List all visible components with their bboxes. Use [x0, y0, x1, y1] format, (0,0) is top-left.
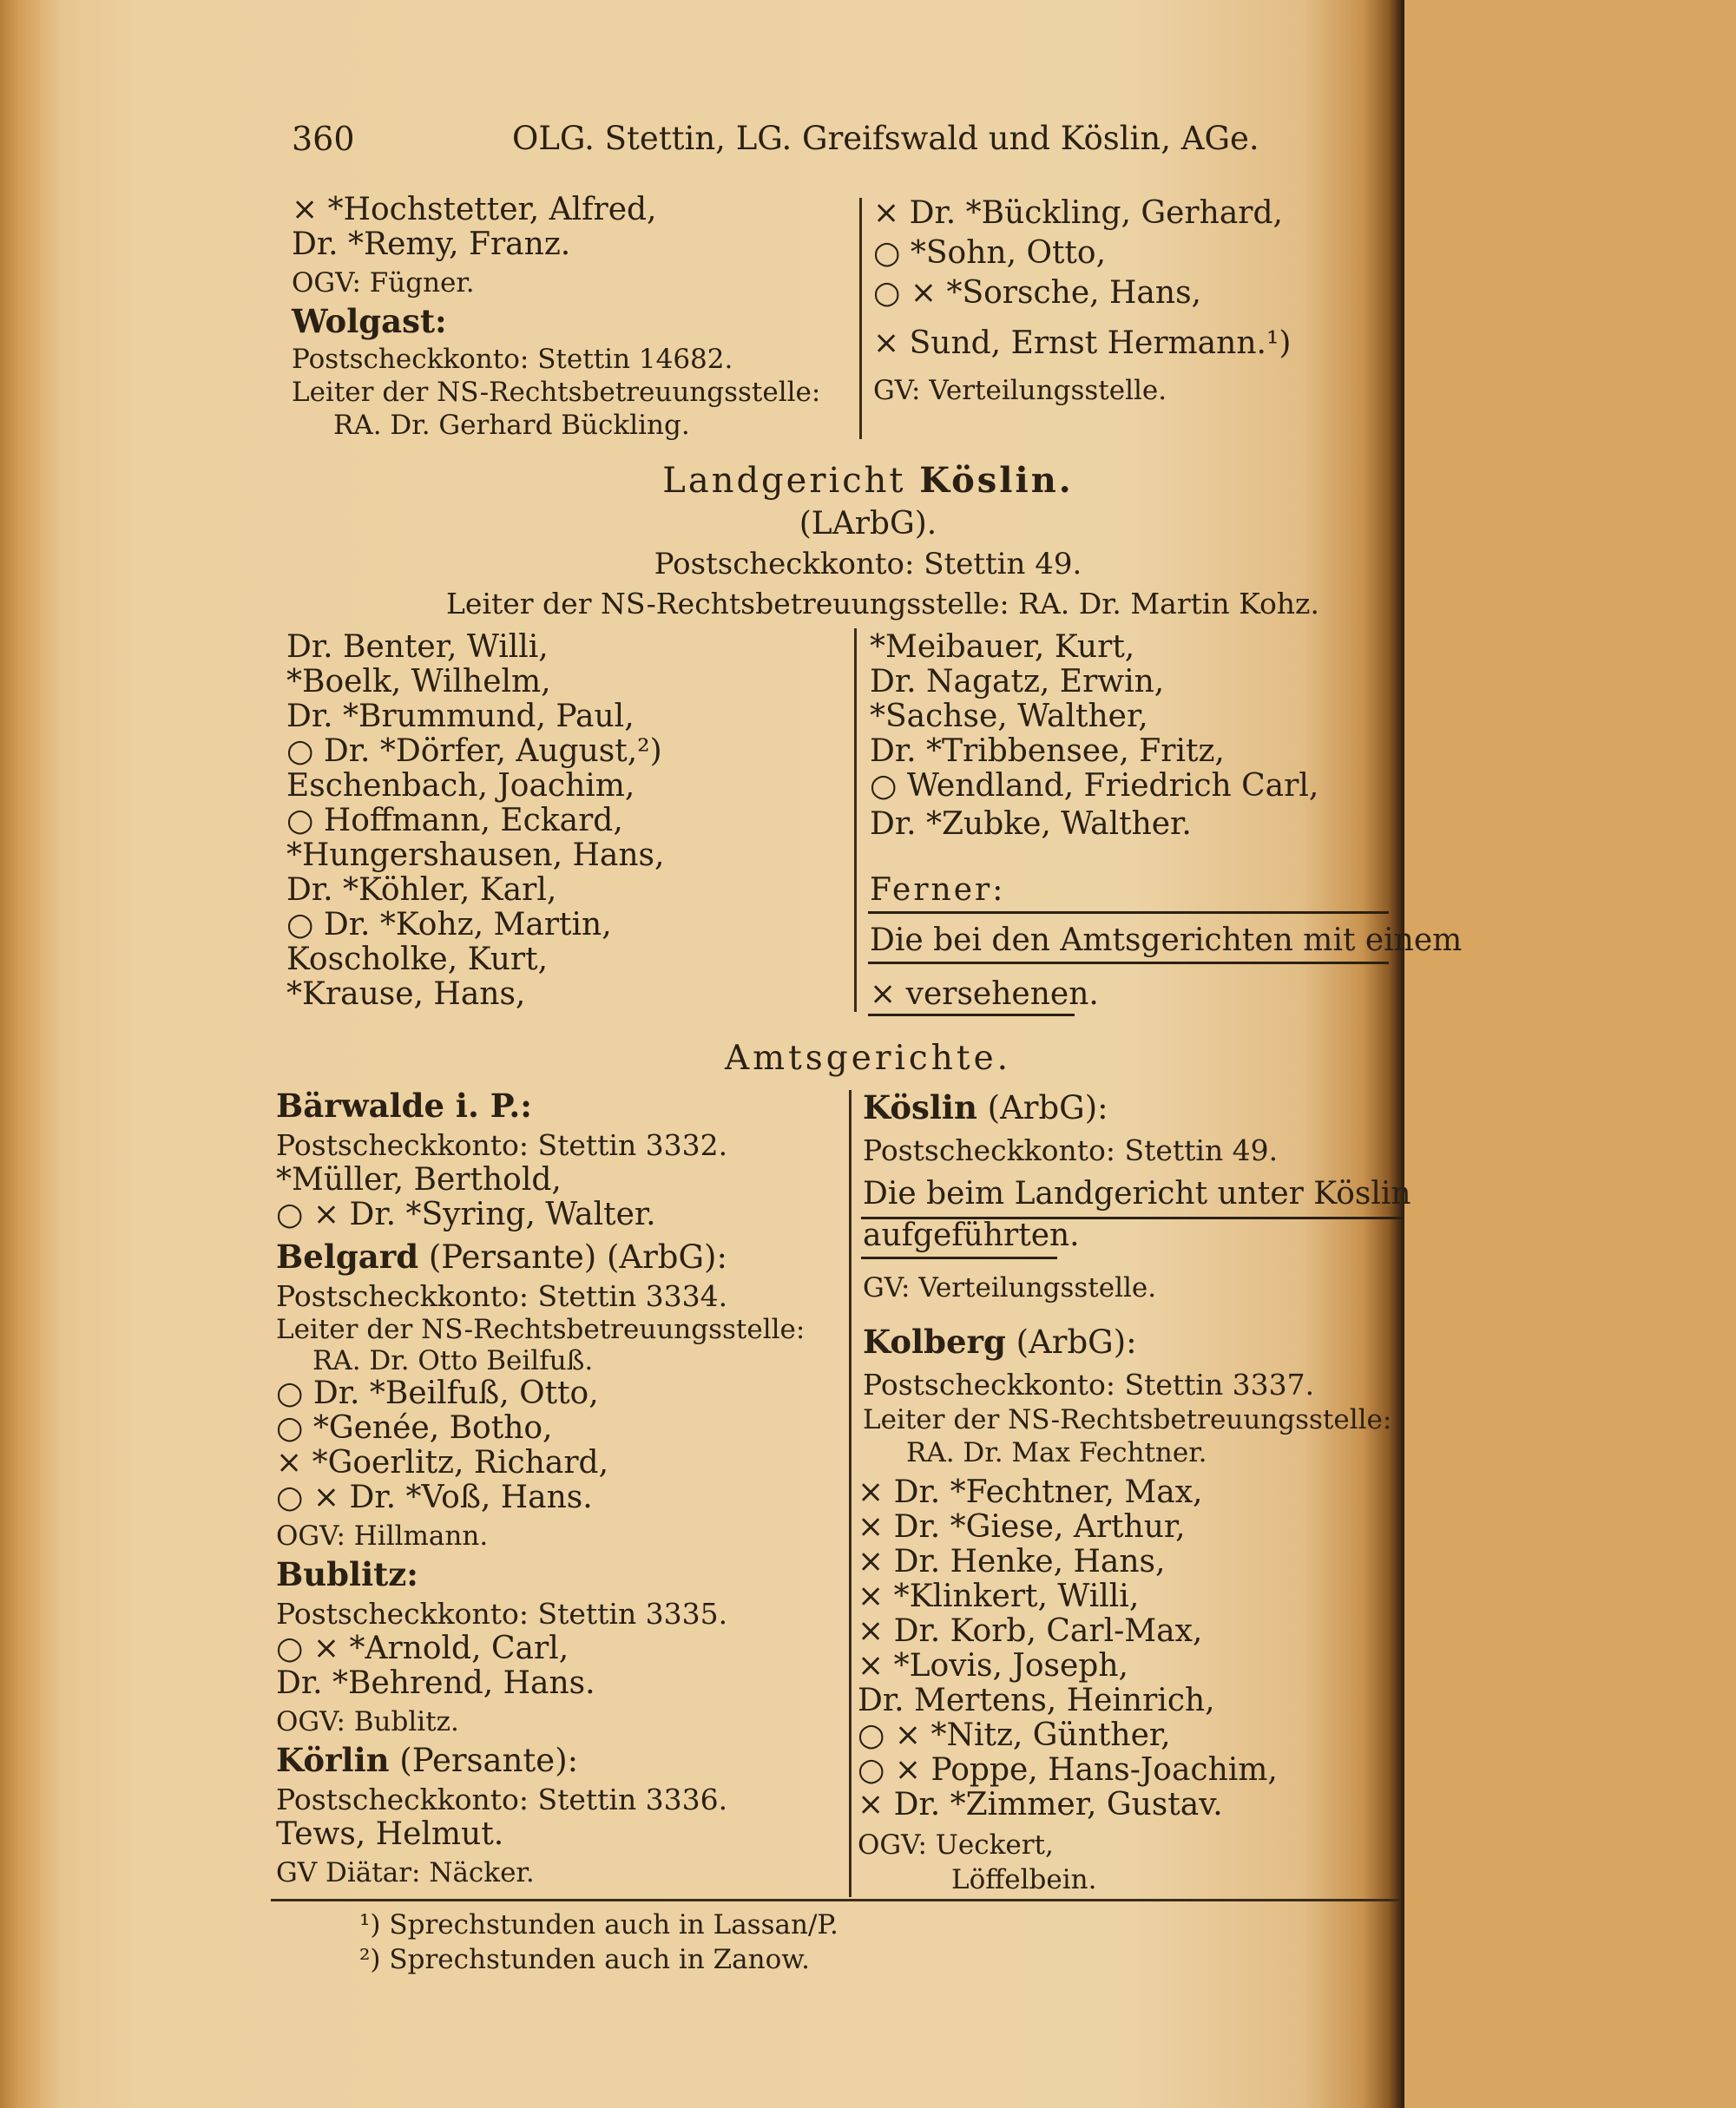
ferner-underline	[868, 1014, 1075, 1016]
reference-underline	[861, 1257, 1057, 1259]
landgericht-title-prefix: Landgericht	[662, 461, 906, 501]
footnote: ¹) Sprechstunden auch in Lassan/P.	[359, 1909, 838, 1941]
ogv-line: OGV: Hillmann.	[276, 1520, 489, 1552]
court-title-koeslin-suffix: (ArbG):	[987, 1089, 1108, 1126]
entry-line: × Dr. Henke, Hans,	[858, 1544, 1166, 1579]
leader-label: Leiter der NS-Rechtsbetreuungsstelle:	[276, 1314, 806, 1345]
ogv-line: Löffelbein.	[951, 1864, 1097, 1895]
court-title-belgard	[276, 1239, 727, 1275]
entry-line: × Sund, Ernst Hermann.¹)	[873, 325, 1292, 361]
account-line: Postscheckkonto: Stettin 3335.	[276, 1597, 728, 1631]
running-title: OLG. Stettin, LG. Greifswald und Köslin, AGe.	[512, 120, 1259, 157]
leader-name: RA. Dr. Otto Beilfuß.	[312, 1345, 594, 1376]
reference-line: Die beim Landgericht unter Köslin	[863, 1176, 1411, 1212]
account-line: Postscheckkonto: Stettin 3337.	[863, 1368, 1315, 1402]
entry-line: Dr. *Köhler, Karl,	[286, 872, 557, 908]
court-title-belgard-name: Belgard	[276, 1238, 419, 1276]
page-number: 360	[292, 120, 355, 158]
account-line: Postscheckkonto: Stettin 3332.	[276, 1128, 728, 1162]
court-title-koerlin	[276, 1743, 578, 1778]
entry-line: ○ × *Sorsche, Hans,	[873, 275, 1201, 311]
court-title-koeslin-name: Köslin	[863, 1088, 977, 1126]
court-title-bublitz: Bublitz:	[276, 1555, 418, 1593]
entry-line: ○ *Genée, Botho,	[276, 1410, 553, 1446]
entry-line: Dr. *Tribbensee, Fritz,	[870, 733, 1225, 769]
ferner-text-2: × versehenen.	[870, 976, 1099, 1012]
account-line: Postscheckkonto: Stettin 49.	[863, 1133, 1279, 1167]
landgericht-account: Postscheckkonto: Stettin 49.	[654, 547, 1082, 581]
entry-line: × *Klinkert, Willi,	[858, 1579, 1140, 1614]
entry-line: Dr. *Behrend, Hans.	[276, 1665, 595, 1701]
entry-line: *Meibauer, Kurt,	[870, 629, 1135, 665]
leader-name: RA. Dr. Max Fechtner.	[906, 1437, 1207, 1468]
entry-line: *Hungershausen, Hans,	[286, 837, 665, 873]
entry-line: ○ Dr. *Beilfuß, Otto,	[276, 1376, 599, 1411]
court-title-kolberg-suffix: (ArbG):	[1016, 1323, 1137, 1361]
entry-line: Dr. *Brummund, Paul,	[286, 699, 635, 734]
landgericht-abbr: (LArbG).	[799, 506, 937, 542]
entry-line: Dr. Mertens, Heinrich,	[858, 1683, 1215, 1718]
ferner-label: Ferner:	[870, 872, 1006, 908]
entry-line: ○ Dr. *Dörfer, August,²)	[286, 733, 662, 769]
entry-line: *Müller, Berthold,	[276, 1162, 562, 1198]
entry-line: × Dr. *Fechtner, Max,	[858, 1474, 1203, 1510]
entry-line: ○ × Poppe, Hans-Joachim,	[858, 1752, 1278, 1788]
account-line: Postscheckkonto: Stettin 3336.	[276, 1783, 728, 1816]
court-title-kolberg-name: Kolberg	[863, 1323, 1006, 1361]
court-title-kolberg	[863, 1324, 1137, 1360]
reference-line: aufgeführten.	[863, 1218, 1080, 1253]
landgericht-title-city: Köslin.	[919, 460, 1074, 501]
entry-line: Tews, Helmut.	[276, 1816, 504, 1852]
ogv-line: OGV: Ueckert,	[858, 1829, 1054, 1861]
gv-line: GV: Verteilungsstelle.	[873, 375, 1167, 406]
ogv-line: OGV: Bublitz.	[276, 1706, 459, 1737]
amtsgerichte-heading: Amtsgerichte.	[724, 1039, 1012, 1078]
entry-line: ○ Hoffmann, Eckard,	[286, 803, 623, 838]
account-line: Postscheckkonto: Stettin 3334.	[276, 1279, 728, 1313]
column-divider-top	[859, 198, 862, 439]
entry-line: × *Hochstetter, Alfred,	[292, 192, 657, 227]
leader-name: RA. Dr. Gerhard Bückling.	[333, 410, 690, 441]
footnote-rule	[271, 1899, 1399, 1901]
leader-label: Leiter der NS-Rechtsbetreuungsstelle:	[863, 1404, 1392, 1435]
entry-line: ○ × Dr. *Voß, Hans.	[276, 1480, 593, 1515]
entry-line: × *Goerlitz, Richard,	[276, 1445, 609, 1481]
entry-line: ○ × Dr. *Syring, Walter.	[276, 1197, 656, 1232]
landgericht-title	[0, 460, 1736, 501]
entry-line: *Sachse, Walther,	[870, 699, 1148, 734]
entry-line: × Dr. *Zimmer, Gustav.	[858, 1787, 1223, 1822]
ferner-text-1: Die bei den Amtsgerichten mit einem	[870, 923, 1463, 958]
entry-line: ○ Dr. *Kohz, Martin,	[286, 907, 612, 942]
entry-line: × Dr. *Giese, Arthur,	[858, 1509, 1186, 1545]
court-title-koerlin-suffix: (Persante):	[399, 1742, 579, 1779]
entry-line: *Krause, Hans,	[286, 976, 526, 1012]
entry-line: *Boelk, Wilhelm,	[286, 664, 551, 699]
ferner-underline	[868, 911, 1389, 914]
entry-line: × *Lovis, Joseph,	[858, 1648, 1128, 1684]
ferner-underline	[868, 962, 1389, 964]
column-divider-amtsgerichte	[849, 1090, 852, 1897]
entry-line: × Dr. *Bückling, Gerhard,	[873, 195, 1283, 231]
entry-line: Dr. *Zubke, Walther.	[870, 806, 1192, 842]
ogv-line: OGV: Fügner.	[292, 267, 475, 299]
court-title-belgard-suffix: (Persante) (ArbG):	[428, 1238, 727, 1276]
footnote: ²) Sprechstunden auch in Zanow.	[359, 1944, 810, 1975]
entry-line: Eschenbach, Joachim,	[286, 768, 635, 804]
court-title-koeslin	[863, 1090, 1108, 1126]
landgericht-leader: Leiter der NS-Rechtsbetreuungsstelle: RA. Dr. Martin Kohz.	[446, 587, 1319, 621]
entry-line: ○ *Sohn, Otto,	[873, 235, 1107, 271]
account-line: Postscheckkonto: Stettin 14682.	[292, 344, 733, 375]
leader-label: Leiter der NS-Rechtsbetreuungsstelle:	[292, 377, 821, 408]
entry-line: Dr. *Remy, Franz.	[292, 227, 571, 262]
entry-line: Dr. Nagatz, Erwin,	[870, 664, 1165, 699]
gv-line: GV Diätar: Näcker.	[276, 1857, 535, 1888]
entry-line: Koscholke, Kurt,	[286, 942, 549, 977]
column-divider-landgericht	[854, 628, 857, 1012]
court-title-koerlin-name: Körlin	[276, 1741, 390, 1779]
entry-line: × Dr. Korb, Carl-Max,	[858, 1613, 1203, 1649]
entry-line: ○ × *Nitz, Günther,	[858, 1717, 1171, 1753]
entry-line: ○ × *Arnold, Carl,	[276, 1631, 569, 1666]
entry-line: ○ Wendland, Friedrich Carl,	[870, 768, 1319, 804]
court-title-baerwalde: Bärwalde i. P.:	[276, 1087, 532, 1125]
gv-line: GV: Verteilungsstelle.	[863, 1272, 1157, 1304]
court-title-wolgast: Wolgast:	[292, 302, 447, 340]
entry-line: Dr. Benter, Willi,	[286, 629, 549, 665]
